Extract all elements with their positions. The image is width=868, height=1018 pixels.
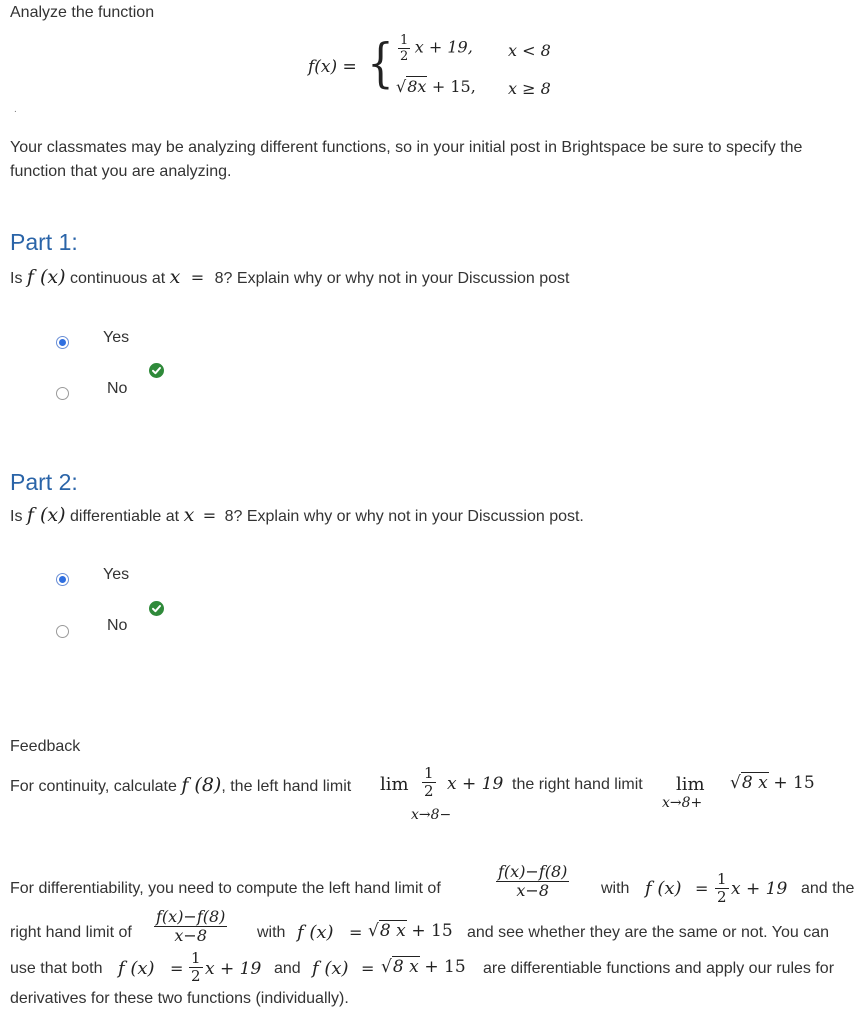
instructions-text: Your classmates may be analyzing different functions, so in your initial post in Brightspace be sure to specify the function that you are analyzing. [10,139,803,180]
part1-q-x: x [169,266,181,288]
fb-fx-3: f (x) [118,958,155,979]
function-name: f(x) = [308,57,357,77]
fb-dq-den: x−8 [516,881,550,900]
fb-eq-2: = [349,923,363,942]
part2-q-eq: = [202,506,217,525]
fb-fx-1: f (x) [645,878,682,899]
fb-eq-4: = [361,959,375,978]
part1-q-eq: = [190,268,205,287]
part1-q-prefix: Is [10,270,23,287]
part1-title: Part 1: [10,229,78,255]
part1-option-yes-label[interactable]: Yes [103,329,130,346]
fb-half2-num: 1 [717,870,727,888]
feedback-continuity-text [10,774,351,796]
case1-expr: x + 19, [414,37,473,57]
fb-dq2-num: f(x)−f(8) [156,907,226,926]
part2-q-prefix: Is [10,508,23,525]
part1-radio-yes[interactable] [56,336,69,349]
fb-sqrt3: 8 x [392,957,419,977]
fb-right-hand-limit-of: right hand limit of [10,924,132,941]
part2-radio-yes[interactable] [56,573,69,586]
fb-half-num: 1 [424,764,434,782]
fb-sqrt2: 8 x [379,921,406,941]
part1-q-tail: 8? Explain why or why not in your Discussion post [214,270,570,287]
feedback-heading: Feedback [10,738,81,755]
fb-lim-right-sub: x→8+ [662,795,703,811]
fb-dq2-den: x−8 [174,926,208,945]
fb-and-the: and the [801,880,855,897]
fb-half3-num: 1 [191,949,201,967]
intro-title: Analyze the function [10,4,155,21]
fb-cont-left: , the left hand limit [221,778,352,795]
part1-option-no-label[interactable]: No [107,380,128,397]
fb-lim-left: lim [380,774,409,795]
fb-fx-4: f (x) [312,958,349,979]
fb-plus15-3: + 15 [424,957,466,977]
case2-condition: x ≥ 8 [508,79,551,98]
part1-q-fx: f (x) [26,266,66,288]
part2-q-x: x [183,504,195,526]
fb-lin-3: x + 19 [205,959,262,979]
fb-see-whether: and see whether they are the same or not. You can [467,924,830,941]
fb-with-1: with [601,880,630,897]
part1-question [10,266,570,288]
part2-q-fx: f (x) [26,504,66,526]
fb-plus15-2: + 15 [411,921,453,941]
fb-and: and [274,960,301,977]
case1-condition: x < 8 [508,41,551,60]
part2-radio-no[interactable] [56,625,69,638]
part1-q-mid: continuous at [69,270,166,287]
fb-half2-den: 2 [717,888,727,906]
fb-half-den: 2 [424,782,434,800]
correct-check-icon [149,363,164,378]
fb-cont-right: the right hand limit [512,776,643,793]
fb-tail: are differentiable functions and apply our rules for [483,960,835,977]
fb-half3-den: 2 [191,967,201,985]
case1-half-num: 1 [400,33,409,48]
case2-radicand: 8x [407,77,427,96]
fb-last-line: derivatives for these two functions (individually). [10,990,349,1007]
fb-diff-prefix: For differentiability, you need to compute the left hand limit of [10,880,441,897]
part2-q-tail: 8? Explain why or why not in your Discussion post. [224,508,584,525]
fb-eq-1: = [695,879,709,898]
part2-option-yes-label[interactable]: Yes [103,566,130,583]
correct-check-icon [149,601,164,616]
case2-expr: + 15, [431,77,476,96]
part2-q-mid: differentiable at [69,508,180,525]
stray-dot: . [14,104,17,115]
fb-plus15: + 15 [773,773,815,793]
fb-lim-left-tail: x + 19 [447,774,504,794]
fb-lim-right: lim [676,774,705,795]
fb-with-2: with [257,924,286,941]
brace-symbol: { [367,34,394,94]
fb-eq-3: = [170,959,184,978]
part2-question [10,504,584,526]
fb-cont-f8: f (8) [181,774,222,796]
fb-sqrt-8x: 8 x [741,773,768,793]
fb-lin-1: x + 19 [731,879,788,899]
part1-radio-no[interactable] [56,387,69,400]
fb-cont-prefix: For continuity, calculate [10,778,177,795]
fb-dq-num: f(x)−f(8) [498,862,568,881]
part2-title: Part 2: [10,469,78,495]
fb-use-that-both: use that both [10,960,103,977]
part2-option-no-label[interactable]: No [107,617,128,634]
case1-half-den: 2 [400,49,409,64]
piecewise-function: f(x) = { $\frac{1}{2}$ x + 19, x < 8 √8x + 15, x ≥ 8 [308,33,551,98]
fb-lim-left-sub: x→8− [411,807,452,823]
fb-fx-2: f (x) [297,922,334,943]
